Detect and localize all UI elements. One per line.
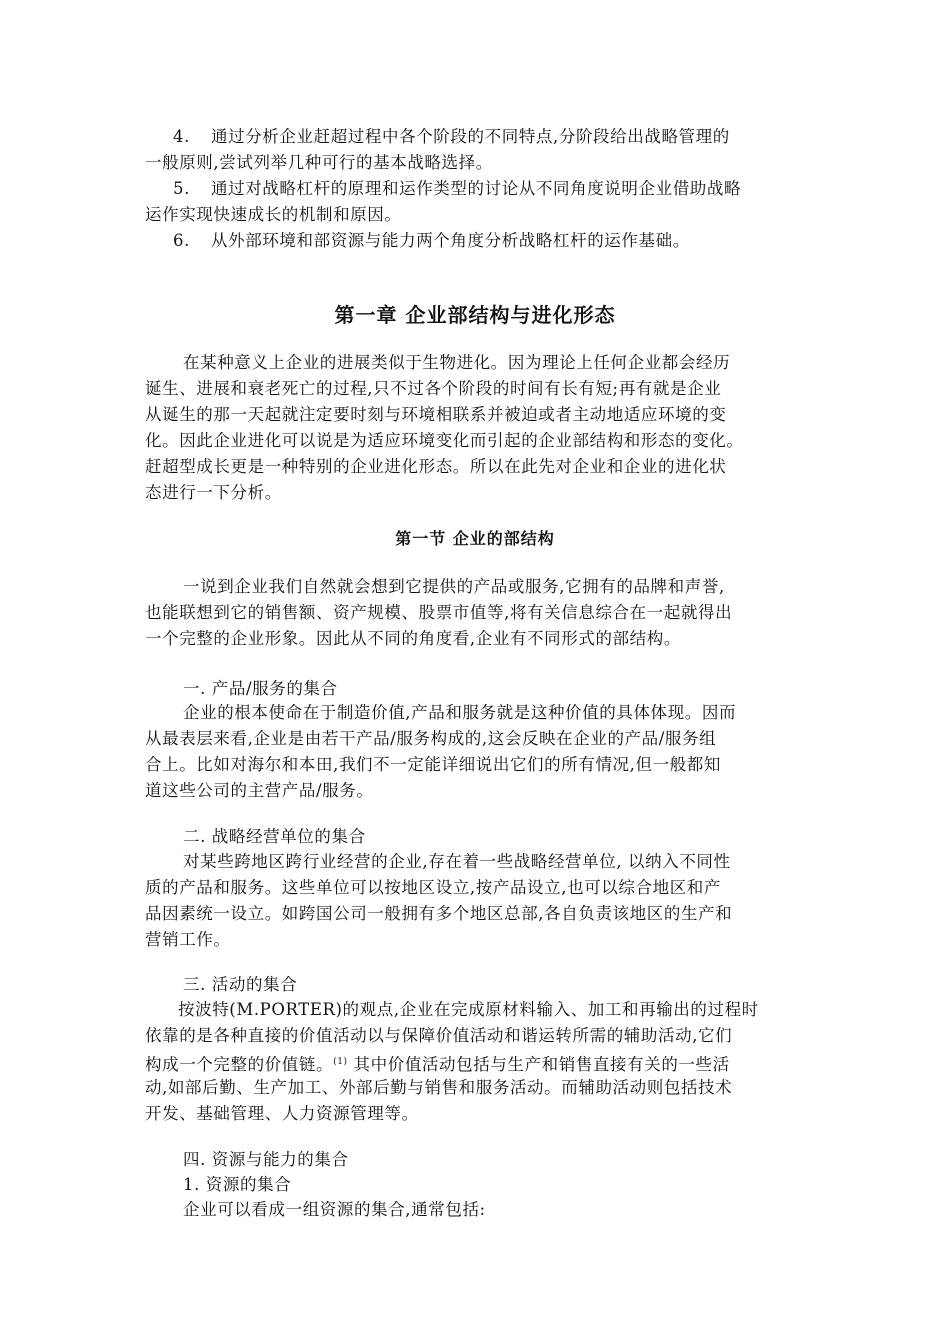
question-text: 从外部环境和部资源与能力两个角度分析战略杠杆的运作基础。 xyxy=(211,231,690,250)
part-3-line xyxy=(145,1049,817,1078)
intro-line: 态进行一下分析。 xyxy=(145,483,282,502)
question-number: 6. xyxy=(173,231,190,250)
part-3-heading: 三. 活动的集合 xyxy=(183,975,298,994)
section-intro-line: 一个完整的企业形象。因此从不同的角度看,企业有不同形式的部结构。 xyxy=(145,629,681,648)
part-2-line: 对某些跨地区跨行业经营的企业,存在着一些战略经营单位, 以纳入不同性 xyxy=(183,852,731,871)
section-title: 第一节 企业的部结构 xyxy=(395,529,555,548)
part-2-line: 质的产品和服务。这些单位可以按地区设立,按产品设立,也可以综合地区和产 xyxy=(145,878,721,897)
question-6-line-1 xyxy=(173,228,845,254)
part-2-line: 品因素统一设立。如跨国公司一般拥有多个地区总部,各自负责该地区的生产和 xyxy=(145,904,733,923)
part-4-line: 企业可以看成一组资源的集合,通常包括: xyxy=(183,1200,486,1219)
section-intro-line: 也能联想到它的销售额、资产规模、股票市值等,将有关信息综合在一起就得出 xyxy=(145,603,733,622)
part-1-line: 合上。比如对海尔和本田,我们不一定能详细说出它们的所有情况,但一般都知 xyxy=(145,755,721,774)
part-1-line: 从最表层来看,企业是由若干产品/服务构成的,这会反映在企业的产品/服务组 xyxy=(145,729,717,748)
part-1-line: 道这些公司的主营产品/服务。 xyxy=(145,781,374,800)
part-3-line-start: 构成一个完整的价值链。 xyxy=(145,1055,334,1074)
chapter-title: 第一章 企业部结构与进化形态 xyxy=(334,303,616,327)
intro-line: 在某种意义上企业的进展类似于生物进化。因为理论上任何企业都会经历 xyxy=(183,353,731,372)
part-3-line: 动,如部后勤、生产加工、外部后勤与销售和服务活动。而辅助活动则包括技术 xyxy=(145,1078,733,1097)
part-2-heading: 二. 战略经营单位的集合 xyxy=(183,827,366,846)
part-1-heading: 一. 产品/服务的集合 xyxy=(183,679,338,698)
part-3-line-end: 其中价值活动包括与生产和销售直接有关的一些活 xyxy=(347,1055,730,1074)
section-intro-line: 一说到企业我们自然就会想到它提供的产品或服务,它拥有的品牌和声誉, xyxy=(183,577,725,596)
part-4-subheading: 1. 资源的集合 xyxy=(183,1175,292,1194)
part-3-line: 依靠的是各种直接的价值活动以与保障价值活动和谐运转所需的辅助活动,它们 xyxy=(145,1026,733,1045)
question-4-line-1 xyxy=(173,124,845,150)
question-number: 5. xyxy=(173,179,190,198)
question-text: 通过分析企业赶超过程中各个阶段的不同特点,分阶段给出战略管理的 xyxy=(211,127,730,146)
question-5-line-2: 运作实现快速成长的机制和原因。 xyxy=(145,205,402,224)
part-3-line: 开发、基础管理、人力资源管理等。 xyxy=(145,1104,419,1123)
intro-line: 赶超型成长更是一种特别的企业进化形态。所以在此先对企业和企业的进化状 xyxy=(145,457,727,476)
part-1-line: 企业的根本使命在于制造价值,产品和服务就是这种价值的具体体现。因而 xyxy=(183,703,737,722)
question-5-line-1 xyxy=(173,176,845,202)
question-4-line-2: 一般原则,尝试列举几种可行的基本战略选择。 xyxy=(145,153,493,172)
part-3-line: 按波特(M.PORTER)的观点,企业在完成原材料输入、加工和再输出的过程时 xyxy=(178,1000,759,1019)
intro-line: 从诞生的那一天起就注定要时刻与环境相联系并被迫或者主动地适应环境的变 xyxy=(145,405,727,424)
part-2-line: 营销工作。 xyxy=(145,930,231,949)
question-number: 4. xyxy=(173,127,190,146)
question-text: 通过对战略杠杆的原理和运作类型的讨论从不同角度说明企业借助战略 xyxy=(211,179,742,198)
intro-line: 化。因此企业进化可以说是为适应环境变化而引起的企业部结构和形态的变化。 xyxy=(145,431,744,450)
part-4-heading: 四. 资源与能力的集合 xyxy=(183,1150,349,1169)
intro-line: 诞生、进展和衰老死亡的过程,只不过各个阶段的时间有长有短;再有就是企业 xyxy=(145,379,722,398)
footnote-marker[interactable]: (1) xyxy=(333,1057,348,1067)
